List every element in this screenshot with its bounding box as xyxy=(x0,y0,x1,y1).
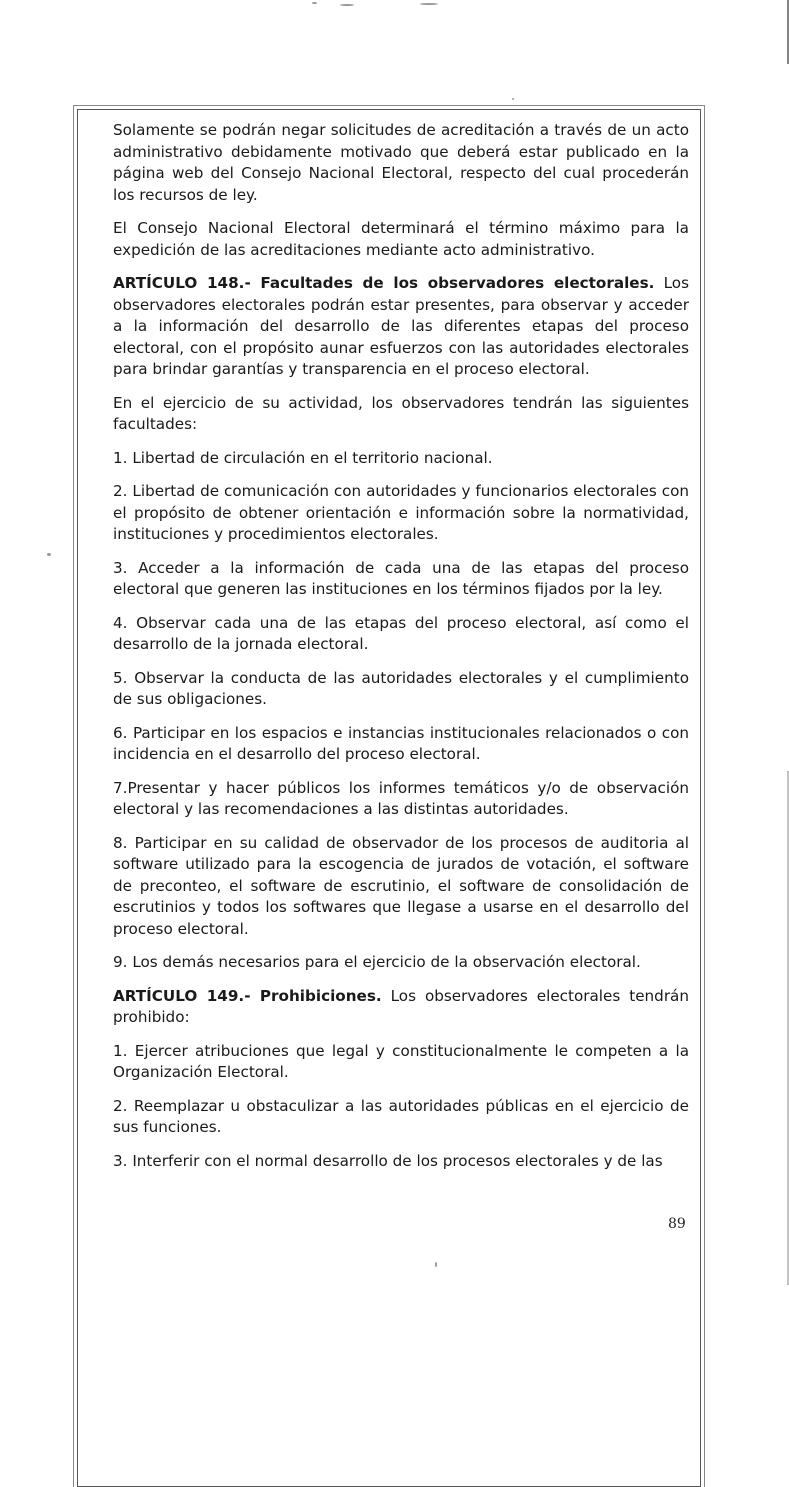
paragraph xyxy=(113,218,689,261)
paragraph-text: 8. Participar en su calidad de observador de los procesos de auditoria al software utilizado para la escogencia de jurados de votación, el software de preconteo, el software de escrutinio, el software de consolidación de escrutinios y todos los softwares que llegase a usarse en el desarrollo del proceso electoral. xyxy=(113,833,689,938)
paragraph xyxy=(113,120,689,206)
paragraph xyxy=(113,1096,689,1139)
article-paragraph xyxy=(113,273,689,381)
paragraph-text: En el ejercicio de su actividad, los observadores tendrán las siguientes facultades: xyxy=(113,393,689,433)
paragraph xyxy=(113,952,689,974)
scan-speck xyxy=(512,98,514,100)
paragraph xyxy=(113,481,689,546)
paragraph xyxy=(113,393,689,436)
article-paragraph xyxy=(113,986,689,1029)
scan-speck xyxy=(435,1262,437,1267)
paragraph xyxy=(113,448,689,470)
article-heading: ARTÍCULO 149.- Prohibiciones. xyxy=(113,986,382,1005)
paragraph-text: 5. Observar la conducta de las autoridades electorales y el cumplimiento de sus obligaciones. xyxy=(113,668,689,708)
paragraph-text: 2. Reemplazar u obstaculizar a las autoridades públicas en el ejercicio de sus funciones. xyxy=(113,1096,689,1136)
paragraph-text: 3. Interferir con el normal desarrollo de los procesos electorales y de las xyxy=(113,1151,663,1170)
paragraph-text: Los observadores electorales tendrán prohibido: xyxy=(113,986,689,1026)
scan-speck xyxy=(340,4,354,6)
paragraph xyxy=(113,1041,689,1084)
paragraph xyxy=(113,613,689,656)
document-body xyxy=(113,120,689,1184)
scan-speck xyxy=(312,2,317,4)
paragraph-text: 4. Observar cada una de las etapas del proceso electoral, así como el desarrollo de la jornada electoral. xyxy=(113,613,689,653)
paragraph-text: Solamente se podrán negar solicitudes de acreditación a través de un acto administrativo debidamente motivado que deberá estar publicado en la página web del Consejo Nacional Electoral, respecto del cual procederán los recursos de ley. xyxy=(113,121,689,204)
paragraph-text: 3. Acceder a la información de cada una de las etapas del proceso electoral que generen las instituciones en los términos fijados por la ley. xyxy=(113,558,689,598)
paragraph-text: Los observadores electorales podrán estar presentes, para observar y acceder a la información del desarrollo de las diferentes etapas del proceso electoral, con el propósito aunar esfuerzos con las autoridades electorales para brindar garantías y transparencia en el proceso electoral. xyxy=(113,274,689,378)
scan-speck xyxy=(47,553,51,556)
article-heading: ARTÍCULO 148.- Facultades de los observadores electorales. xyxy=(113,274,655,292)
paragraph-text: El Consejo Nacional Electoral determinará el término máximo para la expedición de las acreditaciones mediante acto administrativo. xyxy=(113,219,689,259)
scan-speck xyxy=(420,3,438,5)
paragraph-text: 9. Los demás necesarios para el ejercicio de la observación electoral. xyxy=(113,953,641,971)
paragraph xyxy=(113,833,689,941)
paragraph xyxy=(113,668,689,711)
paragraph xyxy=(113,1151,689,1173)
paragraph xyxy=(113,558,689,601)
paragraph xyxy=(113,723,689,766)
paragraph xyxy=(113,778,689,821)
page-number: 89 xyxy=(668,1216,686,1232)
paragraph-text: 1. Libertad de circulación en el territorio nacional. xyxy=(113,448,493,467)
paragraph-text: 6. Participar en los espacios e instancias institucionales relacionados o con incidencia en el desarrollo del proceso electoral. xyxy=(113,723,689,763)
paragraph-text: 7.Presentar y hacer públicos los informes temáticos y/o de observación electoral y las recomendaciones a las distintas autoridades. xyxy=(113,778,689,818)
paragraph-text: 1. Ejercer atribuciones que legal y constitucionalmente le competen a la Organización Electoral. xyxy=(113,1041,689,1081)
paragraph-text: 2. Libertad de comunicación con autoridades y funcionarios electorales con el propósito de obtener orientación e información sobre la normatividad, instituciones y procedimientos electorales. xyxy=(113,482,689,543)
